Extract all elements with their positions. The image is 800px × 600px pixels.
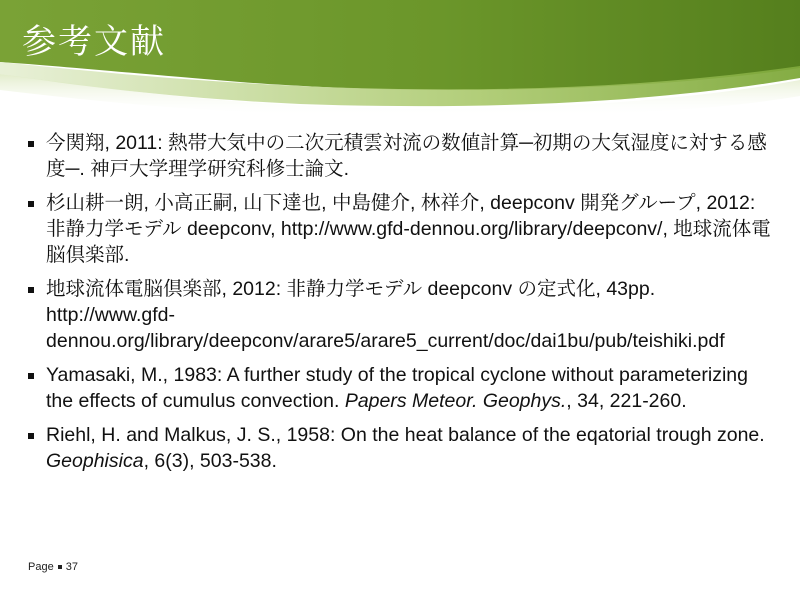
slide-title: 参考文献 — [22, 22, 166, 62]
journal-name: Papers Meteor. Geophys. — [344, 390, 567, 412]
reference-list — [24, 130, 776, 482]
bullet-icon — [28, 373, 34, 379]
reference-item — [24, 362, 776, 414]
reference-text-tail: , 34, 221-260. — [566, 390, 687, 412]
journal-name: Geophisica — [46, 450, 144, 472]
page-footer — [28, 561, 78, 573]
page-label: Page — [28, 561, 54, 573]
reference-text: 今関翔, 2011: 熱帯大気中の二次元積雲対流の数値計算─初期の大気湿度に対する感度─. 神戸大学理学研究科修士論文. — [46, 132, 767, 180]
reference-text: Yamasaki, M., 1983: A further study of the tropical cyclone without parameterizing the effects of cumulus convection. — [46, 364, 748, 412]
reference-text: 地球流体電脳倶楽部, 2012: 非静力学モデル deepconv の定式化, 43pp. http://www.gfd-dennou.org/library/deepconv/arare5/arare5_current/doc/dai1bu/pub/teishiki.pdf — [46, 278, 725, 352]
reference-text: 杉山耕一朗, 小高正嗣, 山下達也, 中島健介, 林祥介, deepconv 開発グループ, 2012: 非静力学モデル deepconv, http://www.gfd-dennou.org/library/deepconv/, 地球流体電脳倶楽部. — [46, 192, 771, 266]
reference-item — [24, 130, 776, 182]
bullet-icon — [28, 287, 34, 293]
separator-icon — [58, 565, 62, 569]
reference-text: Riehl, H. and Malkus, J. S., 1958: On the heat balance of the eqatorial trough zone. — [46, 424, 765, 446]
reference-item — [24, 276, 776, 354]
reference-text-tail: , 6(3), 503-538. — [143, 450, 277, 472]
title-banner — [0, 0, 800, 118]
page-number: 37 — [65, 561, 78, 573]
bullet-icon — [28, 433, 34, 439]
bullet-icon — [28, 141, 34, 147]
reference-item — [24, 190, 776, 268]
reference-item — [24, 422, 776, 474]
bullet-icon — [28, 201, 34, 207]
